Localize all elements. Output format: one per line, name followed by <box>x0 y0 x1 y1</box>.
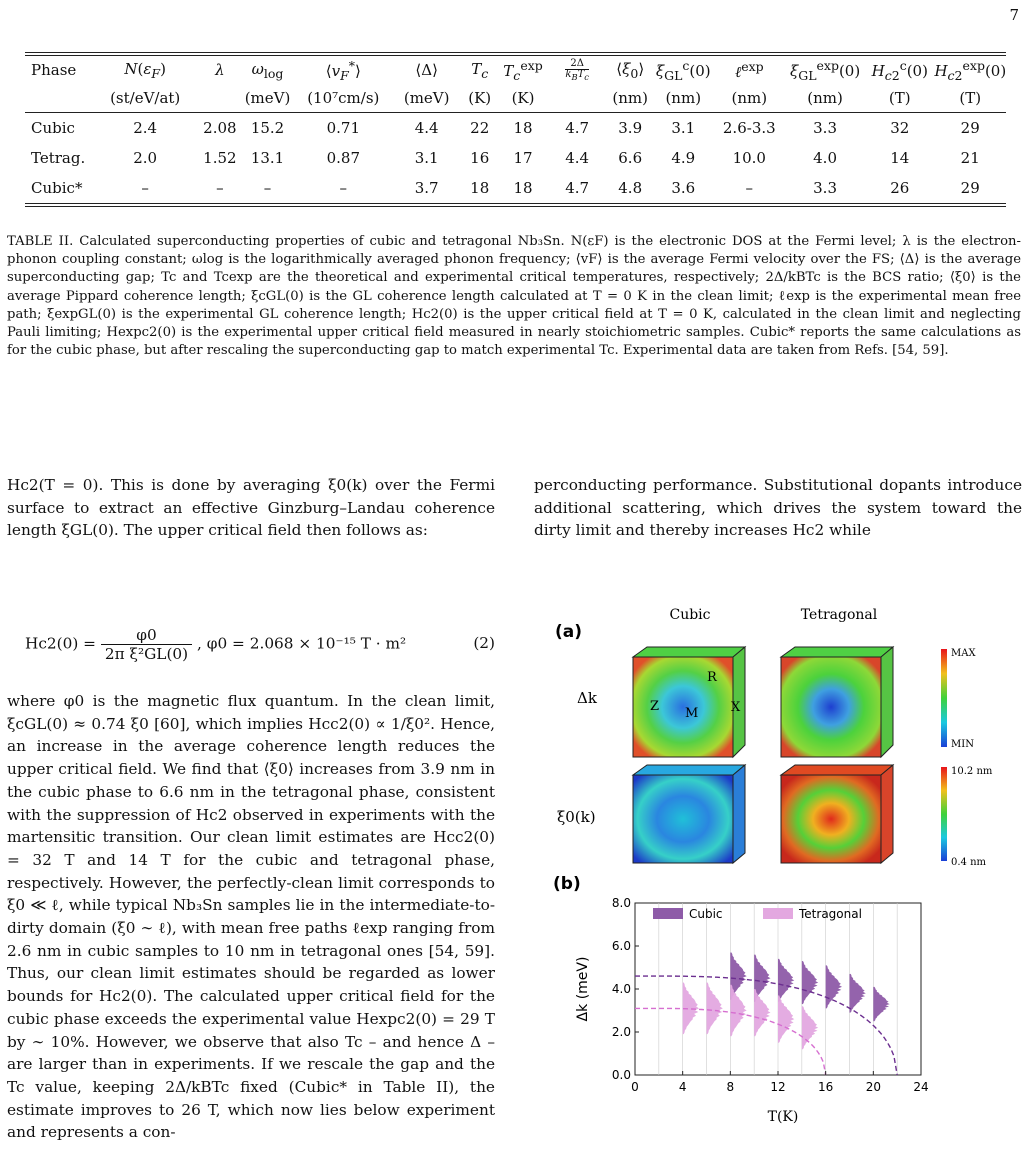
table-cell: 4.7 <box>565 119 590 137</box>
point-label-m: M <box>685 706 699 721</box>
cubic-histogram <box>802 961 818 1004</box>
table-cell: 16 <box>470 149 490 167</box>
tetragonal-histogram <box>730 985 746 1037</box>
x-tick-label: 20 <box>865 1080 881 1094</box>
unit-cell <box>198 84 241 112</box>
tetragonal-histogram <box>802 1006 818 1049</box>
x-tick-label: 12 <box>770 1080 786 1094</box>
table-cell: – <box>216 179 224 197</box>
legend-label-cubic: Cubic <box>689 907 723 921</box>
table-row <box>25 173 1006 203</box>
table-cell: 3.6 <box>671 179 696 197</box>
table-cell: 14 <box>890 149 910 167</box>
unit-cell <box>25 84 92 112</box>
cubic-histogram <box>850 974 866 1013</box>
table-cell: 3.3 <box>813 179 837 197</box>
panel-b-label: (b) <box>553 874 581 894</box>
table-cell: 32 <box>890 119 910 137</box>
table-cell: 15.2 <box>250 119 285 137</box>
unit-cell: (K) <box>511 89 535 107</box>
table-cell: 0.71 <box>326 119 360 137</box>
table-header-row <box>25 56 1006 84</box>
table-cell: 3.1 <box>414 149 439 167</box>
table-cell: 2.6-3.3 <box>722 119 776 137</box>
table-cell: 26 <box>890 179 910 197</box>
cubic-histogram <box>826 965 842 1008</box>
right-column-para1: perconducting performance. Substitutional dopants introduce additional scattering, which drives the system toward the dirty limit and thereby increases Hc2 while <box>534 476 1022 540</box>
page-number: 7 <box>1009 6 1019 24</box>
header-delta: ⟨Δ⟩ <box>415 61 438 79</box>
row-xi-label: ξ0(k) <box>557 808 596 826</box>
table-cell: 18 <box>513 179 533 197</box>
table-cell: 4.9 <box>671 149 696 167</box>
tetragonal-histogram <box>778 995 794 1042</box>
table-cell: 4.4 <box>414 119 439 137</box>
equation-number: (2) <box>473 634 495 652</box>
point-label-x: X <box>731 700 741 715</box>
figure <box>553 607 1029 1163</box>
table-cell: 3.3 <box>813 119 837 137</box>
legend-swatch-cubic <box>653 908 683 919</box>
header-vf: $⟨v_F^*⟩$ <box>325 57 361 83</box>
table-cell: 18 <box>513 119 533 137</box>
unit-cell: (meV) <box>244 89 291 107</box>
table-cell: 3.7 <box>414 179 439 197</box>
y-tick-label: 6.0 <box>611 939 631 953</box>
cube-cubic-xi <box>633 765 745 863</box>
table-cell: 6.6 <box>618 149 643 167</box>
table-cell: 0.87 <box>326 149 360 167</box>
chart-histograms <box>683 952 890 1049</box>
equation-rhs: , φ0 = 2.068 × 10⁻¹⁵ T · m² <box>197 634 407 653</box>
unit-cell: (st/eV/at) <box>110 89 181 107</box>
chart-ylabel: Δk (meV) <box>575 956 591 1022</box>
colorbar-delta <box>941 649 947 747</box>
table-cell: – <box>745 179 754 197</box>
table-cell: 4.8 <box>618 179 643 197</box>
table-cell: 21 <box>960 149 980 167</box>
table-body <box>25 113 1006 203</box>
colorbar-delta-min: MIN <box>951 739 974 750</box>
left-column-para2: where φ0 is the magnetic flux quantum. In the clean limit, ξcGL(0) ≈ 0.74 ξ0 [60], which implies Hcc2(0) ∝ 1/ξ0². Hence, an increase in the average coherence length reduces the upper critical field. We find that ⟨ξ0⟩ increases from 3.9 nm in the cubic phase to 6.6 nm in the tetragonal phase, consistent with the suppression of Hc2 observed in experiments with the martensitic transition. Our clean limit estimates are Hcc2(0) = 32 T and 14 T for the cubic and tetragonal phase, respectively. However, the perfectly-clean limit corresponds to ξ0 ≪ ℓ, while typical Nb₃Sn samples lie in the intermediate-to-dirty domain (ξ0 ∼ ℓ), with mean free paths ℓexp ranging from 2.6 nm in cubic samples to 10 nm in tetragonal ones [54, 59]. Thus, our clean limit estimates should be regarded as lower bounds for Hc2(0). The calculated upper critical field for the cubic phase exceeds the experimental value Hexpc2(0) = 29 T by ∼ 10%. However, we observe that also Tc – and hence Δ – are larger than in experiments. If we rescale the gap and the Tc value, keeping 2Δ/kBTc fixed (Cubic* in Table II), the estimate improves to 26 T, which now lies below experiment and represents a con- <box>7 692 495 1142</box>
header-xi-gl: $\xi_{GL}^c(0)$ <box>655 57 711 83</box>
table-cell: 3.9 <box>618 119 643 137</box>
unit-cell: (K) <box>468 89 492 107</box>
point-label-r: R <box>707 670 717 685</box>
header-xi-gl-exp: $\xi_{GL}^{exp}(0)$ <box>789 57 861 83</box>
unit-cell: (nm) <box>807 89 843 107</box>
equation-denominator: 2π ξ²GL(0) <box>104 645 189 663</box>
header-tc: $T_c$ <box>471 59 489 81</box>
table-cell: 2.08 <box>203 119 237 137</box>
equation-2 <box>7 614 495 670</box>
unit-cell: (meV) <box>403 89 450 107</box>
figure-svg <box>553 607 1029 1163</box>
header-mfp: ℓ$^{exp}$ <box>734 58 764 81</box>
x-tick-label: 24 <box>913 1080 929 1094</box>
x-tick-label: 0 <box>631 1080 639 1094</box>
table-cell: 4.4 <box>565 149 590 167</box>
table-cell: 22 <box>470 119 490 137</box>
table-cell: 4.0 <box>813 149 837 167</box>
tetragonal-histogram <box>754 989 770 1036</box>
table-ii <box>25 52 1006 207</box>
table-caption: TABLE II. Calculated superconducting properties of cubic and tetragonal Nb₃Sn. N(εF) is the electronic DOS at the Fermi level; λ is the electron-phonon coupling constant; ωlog is the logarithmically averaged phonon frequency; ⟨vF⟩ is the average Fermi velocity over the FS; ⟨Δ⟩ is the average superconducting gap; Tc and Tcexp are the theoretical and experimental critical temperatures, respectively; 2Δ/kBTc is the BCS ratio; ⟨ξ0⟩ is the average Pippard coherence length; ξcGL(0) is the GL coherence length calculated at T = 0 K in the clean limit; ℓexp is the experimental mean free path; ξexpGL(0) is the experimental GL coherence length; Hc2(0) is the upper critical field at T = 0 K, calculated in the clean limit and neglecting Pauli limiting; Hexpc2(0) is the experimental upper critical field measured in nearly stoichiometric samples. Cubic* reports the same calculations as for the cubic phase, but after rescaling the superconducting gap to match experimental Tc. Experimental data are taken from Refs. [54, 59]. <box>7 234 1021 359</box>
table-cell: 13.1 <box>250 149 285 167</box>
chart-legend <box>653 907 862 921</box>
header-bcs: 2Δ $k_BT_c$ <box>565 57 589 82</box>
col-tetragonal-label: Tetragonal <box>800 607 878 623</box>
header-phase: Phase <box>31 61 77 79</box>
point-label-z: Z <box>650 699 660 714</box>
legend-label-tetragonal: Tetragonal <box>799 907 862 921</box>
header-dos: $N(\varepsilon_F)$ <box>124 59 166 81</box>
unit-cell: (T) <box>888 89 911 107</box>
table-cell: 4.7 <box>565 179 590 197</box>
table-cell: 29 <box>960 179 980 197</box>
header-xi0: $⟨\xi_0⟩$ <box>616 59 645 81</box>
row-delta-label: Δk <box>577 689 597 707</box>
cube-cubic-delta <box>633 647 745 757</box>
y-tick-label: 0.0 <box>611 1068 631 1082</box>
header-lambda: λ <box>215 61 225 79</box>
equation-numerator: φ0 <box>101 626 192 645</box>
x-tick-label: 8 <box>726 1080 735 1094</box>
cube-tetragonal-delta <box>781 647 893 757</box>
panel-a-label: (a) <box>555 622 583 642</box>
table-cell: 2.0 <box>133 149 158 167</box>
unit-cell: (nm) <box>665 89 702 107</box>
table-cell: – <box>339 179 348 197</box>
table-cell: 10.0 <box>732 149 766 167</box>
table-cell: – <box>141 179 149 197</box>
header-hc2: $H_{c2}^c(0)$ <box>871 57 928 83</box>
colorbar-delta-max: MAX <box>951 648 976 659</box>
left-column-para1: Hc2(T = 0). This is done by averaging ξ0(k) over the Fermi surface to extract an effective Ginzburg–Landau coherence length ξGL(0). The upper critical field then follows as: <box>7 476 495 540</box>
x-tick-label: 4 <box>678 1080 687 1094</box>
table-cell: 1.52 <box>203 149 237 167</box>
header-hc2-exp: $H_{c2}^{exp}(0)$ <box>934 57 1007 83</box>
table-cell: 3.1 <box>671 119 696 137</box>
table-cell: 18 <box>470 179 490 197</box>
equation-lhs: Hc2(0) = <box>25 634 96 653</box>
table-cell: 17 <box>513 149 533 167</box>
header-omega: $\omega_{log}$ <box>251 59 284 81</box>
y-tick-label: 2.0 <box>611 1025 631 1039</box>
unit-cell: (T) <box>959 89 982 107</box>
unit-cell: (nm) <box>731 89 768 107</box>
colorbar-xi-max: 10.2 nm <box>951 766 993 777</box>
chart-xlabel: T(K) <box>767 1109 799 1125</box>
row-phase-cell: Cubic <box>31 119 75 137</box>
header-tc-exp: $T_c^{exp}$ <box>503 57 543 83</box>
col-cubic-label: Cubic <box>669 607 711 623</box>
cubic-histogram <box>873 987 889 1021</box>
colorbar-xi <box>941 767 947 861</box>
table-cell: 2.4 <box>133 119 158 137</box>
cube-tetragonal-xi <box>781 765 893 863</box>
tetragonal-histogram <box>707 983 723 1035</box>
gap-temperature-chart <box>575 896 929 1125</box>
table-cell: – <box>263 179 272 197</box>
row-phase-cell: Tetrag. <box>31 149 86 167</box>
x-tick-label: 16 <box>818 1080 834 1094</box>
equation-fraction <box>101 626 192 663</box>
unit-cell: (10⁷cm/s) <box>307 89 380 107</box>
colorbar-xi-min: 0.4 nm <box>951 857 987 868</box>
cubic-histogram <box>778 959 794 1002</box>
y-tick-label: 4.0 <box>611 982 631 996</box>
legend-swatch-tetragonal <box>763 908 793 919</box>
table-cell: 29 <box>960 119 980 137</box>
chart-x-ticks <box>631 1071 928 1094</box>
y-tick-label: 8.0 <box>611 896 631 910</box>
table-row <box>25 143 1006 173</box>
row-phase-cell: Cubic* <box>31 179 83 197</box>
unit-cell: (nm) <box>612 89 648 107</box>
table-units-row <box>25 84 1006 112</box>
table-row <box>25 113 1006 143</box>
unit-cell <box>547 84 608 112</box>
